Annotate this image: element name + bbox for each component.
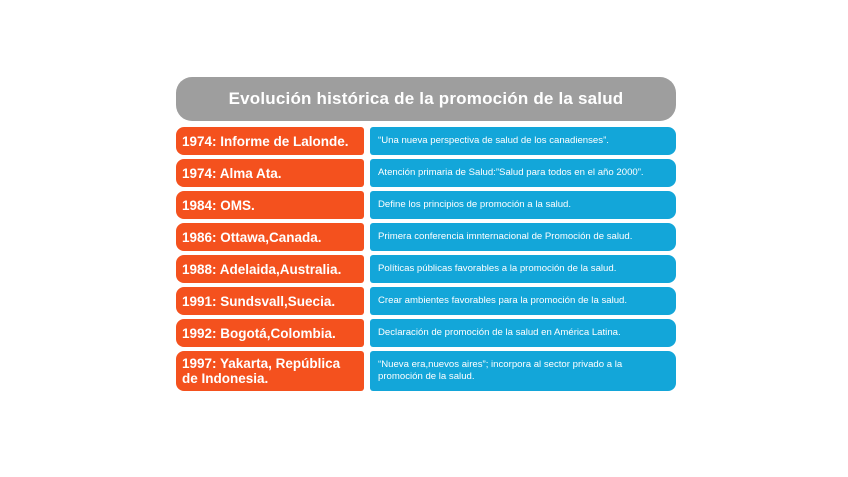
timeline-row — [176, 191, 676, 219]
timeline-row — [176, 351, 676, 391]
event-label: 1984: OMS. — [176, 191, 364, 219]
timeline-slide — [176, 77, 676, 395]
event-label: 1986: Ottawa,Canada. — [176, 223, 364, 251]
timeline-rows — [176, 127, 676, 395]
event-label: 1974: Informe de Lalonde. — [176, 127, 364, 155]
timeline-row — [176, 287, 676, 315]
event-description: Declaración de promoción de la salud en América Latina. — [370, 319, 676, 347]
timeline-row — [176, 159, 676, 187]
event-description: Primera conferencia imnternacional de Promoción de salud. — [370, 223, 676, 251]
event-label: 1991: Sundsvall,Suecia. — [176, 287, 364, 315]
event-description: Crear ambientes favorables para la promoción de la salud. — [370, 287, 676, 315]
event-description: Atención primaria de Salud:”Salud para todos en el año 2000”. — [370, 159, 676, 187]
event-label: 1988: Adelaida,Australia. — [176, 255, 364, 283]
event-description: “Una nueva perspectiva de salud de los canadienses”. — [370, 127, 676, 155]
timeline-row — [176, 319, 676, 347]
event-label: 1992: Bogotá,Colombia. — [176, 319, 364, 347]
event-description: Define los principios de promoción a la salud. — [370, 191, 676, 219]
timeline-row — [176, 127, 676, 155]
timeline-row — [176, 255, 676, 283]
slide-title: Evolución histórica de la promoción de la salud — [176, 77, 676, 121]
event-description: “Nueva era,nuevos aires”; incorpora al sector privado a la promoción de la salud. — [370, 351, 676, 391]
event-label: 1974: Alma Ata. — [176, 159, 364, 187]
event-description: Políticas públicas favorables a la promoción de la salud. — [370, 255, 676, 283]
timeline-row — [176, 223, 676, 251]
event-label: 1997: Yakarta, República de Indonesia. — [176, 351, 364, 391]
